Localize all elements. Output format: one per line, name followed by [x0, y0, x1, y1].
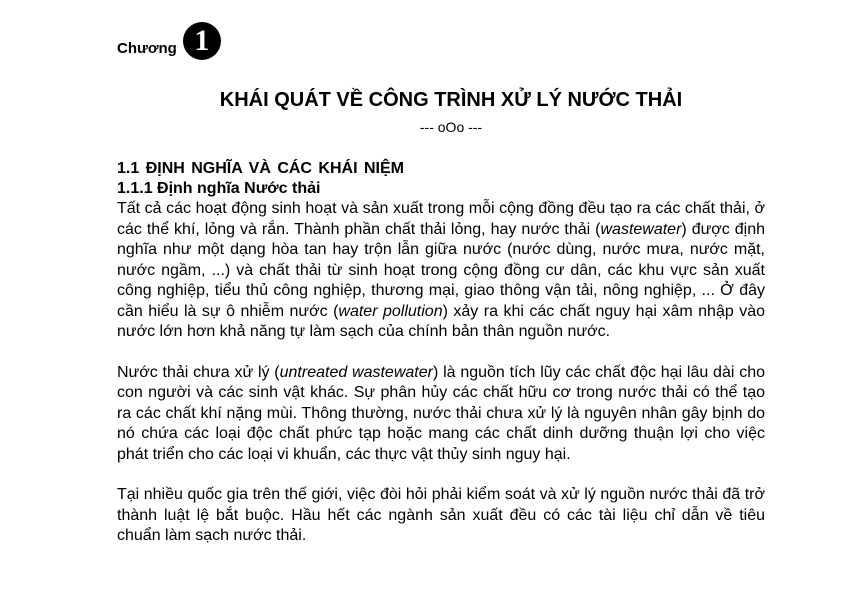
page-title: KHÁI QUÁT VỀ CÔNG TRÌNH XỬ LÝ NƯỚC THẢI	[219, 89, 683, 111]
chapter-label: Chương	[117, 39, 177, 57]
paragraph-text: Tại nhiều quốc gia trên thế giới, việc đòi hỏi phải kiểm soát và xử lý nguồn nước thải đã trở thành luật lệ bắt buộc. Hầu hết các ngành sản xuất đều có các tài liệu chỉ dẫn về tiêu chuẩn làm sạch nước thải.	[117, 486, 765, 544]
term-untreated-wastewater: untreated wastewater	[279, 363, 433, 381]
paragraph-regulation	[117, 485, 765, 547]
subsection-heading: 1.1.1 Định nghĩa Nước thải	[117, 180, 321, 197]
paragraph-text: ) xảy ra khi các chất nguy hại xâm nhập vào nước lớn hơn khả năng tự làm sạch của chính bản thân nguồn nước.	[117, 302, 766, 340]
paragraph-text: Nước thải chưa xử lý (	[117, 363, 280, 381]
paragraph-text: Tất cả các hoạt động sinh hoạt và sản xuất trong mỗi cộng đồng đều tạo ra các chất thải, ở các thể khí, lỏng và rắn. Thành phần chất thải lỏng, hay nước thải (	[117, 200, 765, 238]
paragraph-untreated	[117, 363, 765, 466]
term-water-pollution: water pollution	[338, 302, 443, 320]
title-separator: --- oOo ---	[419, 119, 483, 135]
term-wastewater: wastewater	[600, 220, 682, 238]
document-body	[117, 159, 765, 547]
chapter-number-badge: 1	[183, 22, 221, 60]
chapter-header	[117, 22, 221, 60]
paragraph-definition	[117, 199, 765, 343]
paragraph-text: ) được định nghĩa như một dạng hòa tan hay trộn lẫn giữa nước (nước dùng, nước mưa, nước mặt, nước ngầm, ...) và chất thải từ sinh hoạt trong cộng đồng cư dân, các khu vực sản xuất công nghiệp, tiểu thủ công nghiệp, thương mại, giao thông vận tải, nông nghiệp, ... Ở đây cần hiểu là sự ô nhiễm nước (	[117, 220, 765, 320]
paragraph-text: ) là nguồn tích lũy các chất độc hại lâu dài cho con người và các sinh vật khác. Sự phân hủy các chất hữu cơ trong nước thải có thể tạo ra các chất khí nặng mùi. Thông thường, nước thải chưa xử lý là nguyên nhân gây bịnh do nó chứa các loại độc chất phức tạp hoặc mang các chất dinh dưỡng thuận lợi cho việc phát triển cho các loại vi khuẩn, các thực vật thủy sinh nguy hại.	[117, 363, 765, 463]
section-heading: 1.1 ĐỊNH NGHĨA VÀ CÁC KHÁI NIỆM	[117, 160, 404, 177]
